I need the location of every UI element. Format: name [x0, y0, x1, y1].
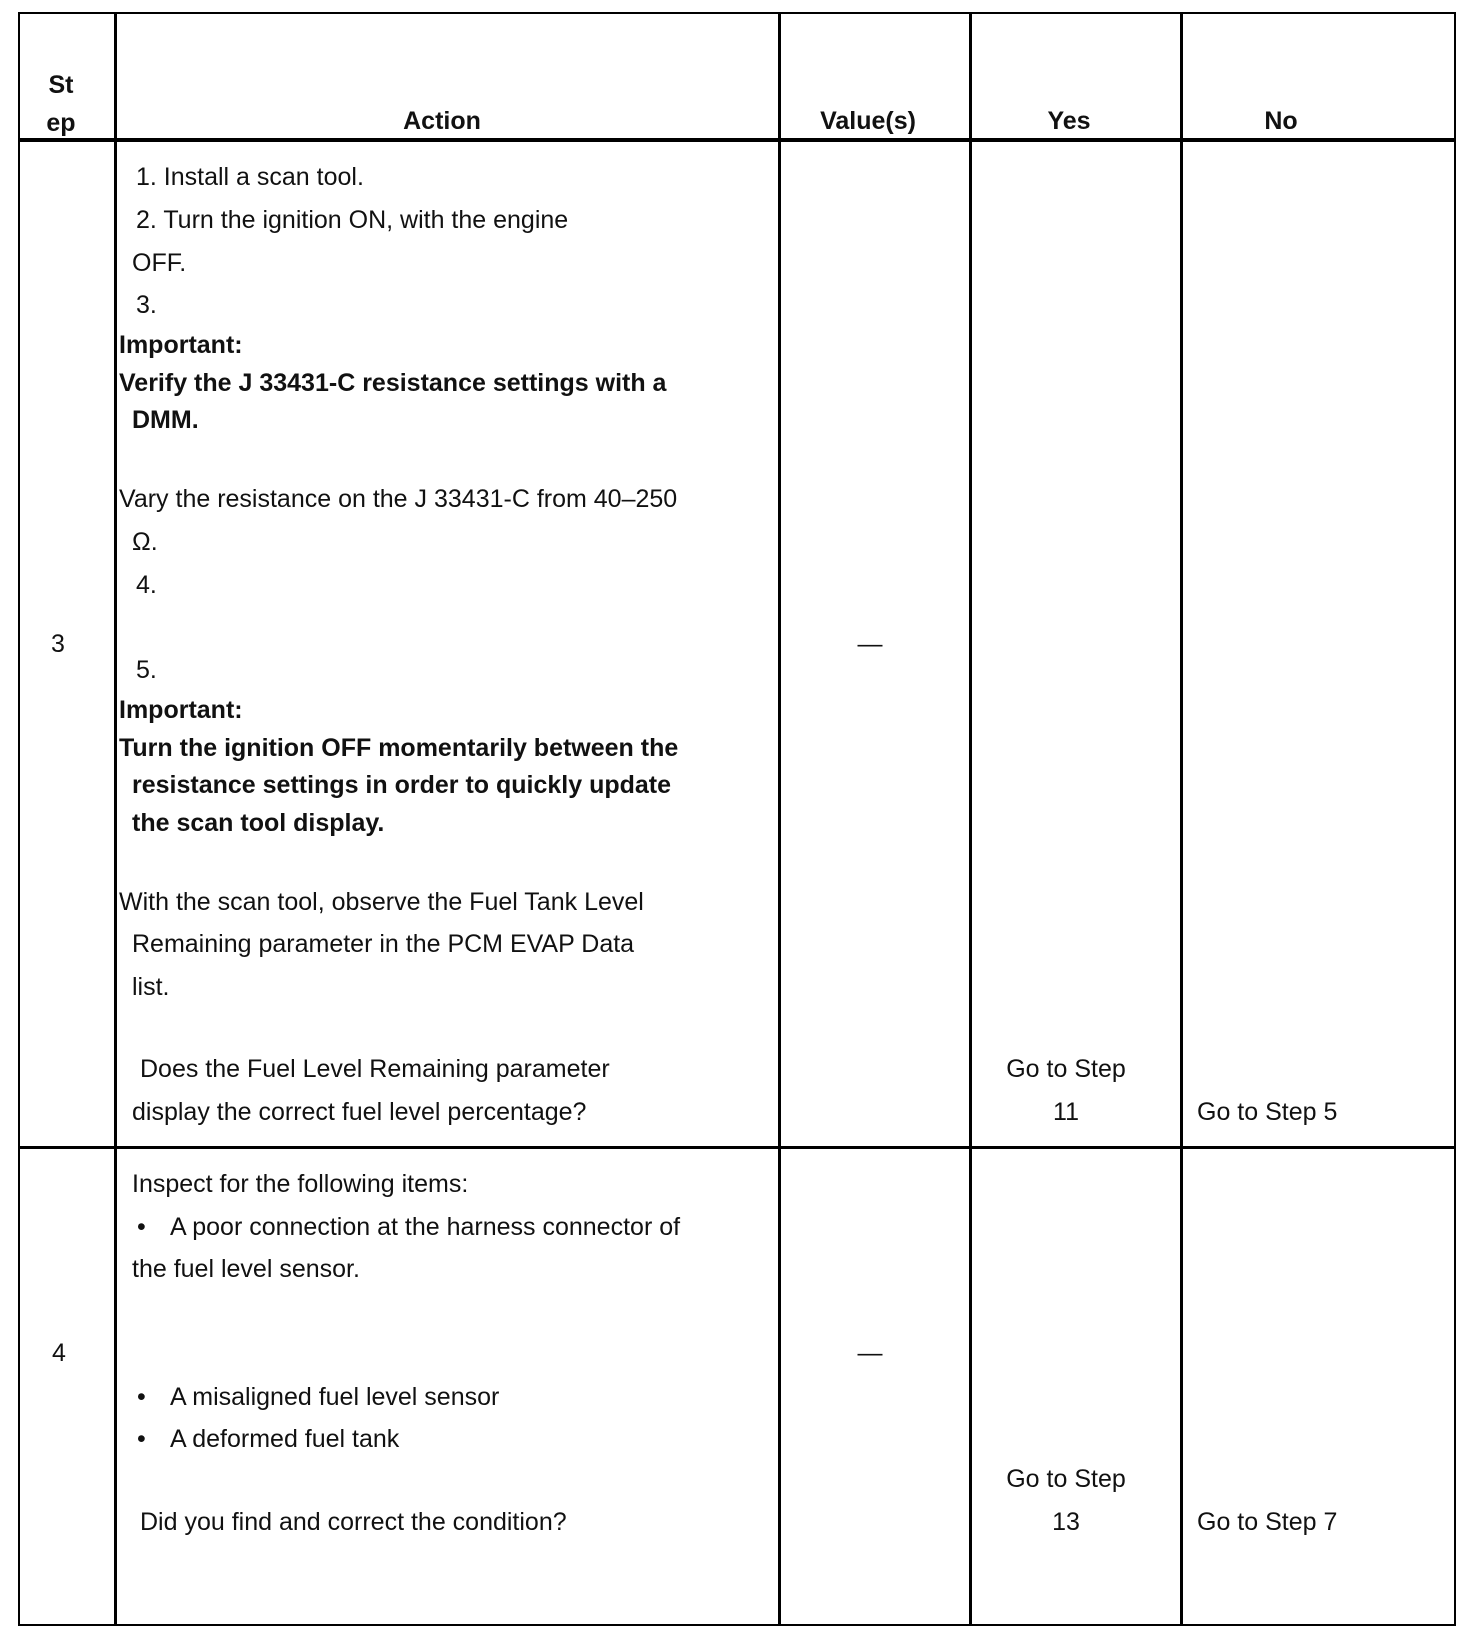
action-line: 3.	[136, 291, 157, 319]
action-line: With the scan tool, observe the Fuel Tank Level	[119, 888, 644, 916]
action-line: 2. Turn the ignition ON, with the engine	[136, 206, 569, 234]
action-line: OFF.	[132, 249, 187, 277]
no-cell: Go to Step 7	[1197, 1508, 1338, 1536]
action-line: the fuel level sensor.	[132, 1255, 360, 1283]
step-number: 4	[52, 1339, 66, 1367]
header-no: No	[1264, 107, 1298, 135]
header-values: Value(s)	[820, 107, 916, 135]
action-line: A poor connection at the harness connector of	[170, 1213, 681, 1241]
row-divider	[18, 1146, 1456, 1149]
column-divider	[778, 12, 781, 1626]
column-divider	[969, 12, 972, 1626]
action-line: 1. Install a scan tool.	[136, 163, 364, 191]
important-note: resistance settings in order to quickly update	[132, 771, 672, 799]
header-yes: Yes	[1047, 107, 1091, 135]
action-line: A deformed fuel tank	[170, 1425, 400, 1453]
action-line: list.	[132, 973, 170, 1001]
header-step-part2: ep	[46, 109, 76, 137]
action-line: 4.	[136, 571, 157, 599]
bullet: •	[137, 1383, 146, 1411]
no-cell: Go to Step 5	[1197, 1098, 1338, 1126]
important-label: Important:	[119, 696, 243, 724]
yes-cell-line2: 13	[1052, 1508, 1080, 1536]
action-line: A misaligned fuel level sensor	[170, 1383, 500, 1411]
column-divider	[114, 12, 117, 1626]
important-note: Turn the ignition OFF momentarily between the	[119, 734, 679, 762]
action-line: 5.	[136, 656, 157, 684]
bullet: •	[137, 1425, 146, 1453]
yes-cell-line1: Go to Step	[1006, 1465, 1126, 1493]
action-line: Vary the resistance on the J 33431-C from 40–250	[119, 485, 678, 513]
action-line: Inspect for the following items:	[132, 1170, 469, 1198]
yes-cell-line1: Go to Step	[1006, 1055, 1126, 1083]
question-line: Did you find and correct the condition?	[140, 1508, 567, 1536]
important-note: Verify the J 33431-C resistance settings with a	[119, 369, 667, 397]
value-cell: —	[857, 1339, 883, 1367]
value-cell: —	[857, 630, 883, 658]
action-line: Ω.	[132, 528, 158, 556]
yes-cell-line2: 11	[1053, 1098, 1079, 1126]
question-line: Does the Fuel Level Remaining parameter	[140, 1055, 610, 1083]
important-label: Important:	[119, 331, 243, 359]
column-divider	[1180, 12, 1183, 1626]
header-divider	[18, 138, 1456, 142]
header-step-part1: St	[48, 71, 74, 99]
important-note: DMM.	[132, 406, 199, 434]
action-line: Remaining parameter in the PCM EVAP Data	[132, 930, 635, 958]
question-line: display the correct fuel level percentage?	[132, 1098, 587, 1126]
important-note: the scan tool display.	[132, 809, 385, 837]
step-number: 3	[51, 630, 65, 658]
bullet: •	[137, 1213, 146, 1241]
header-action: Action	[403, 107, 481, 135]
